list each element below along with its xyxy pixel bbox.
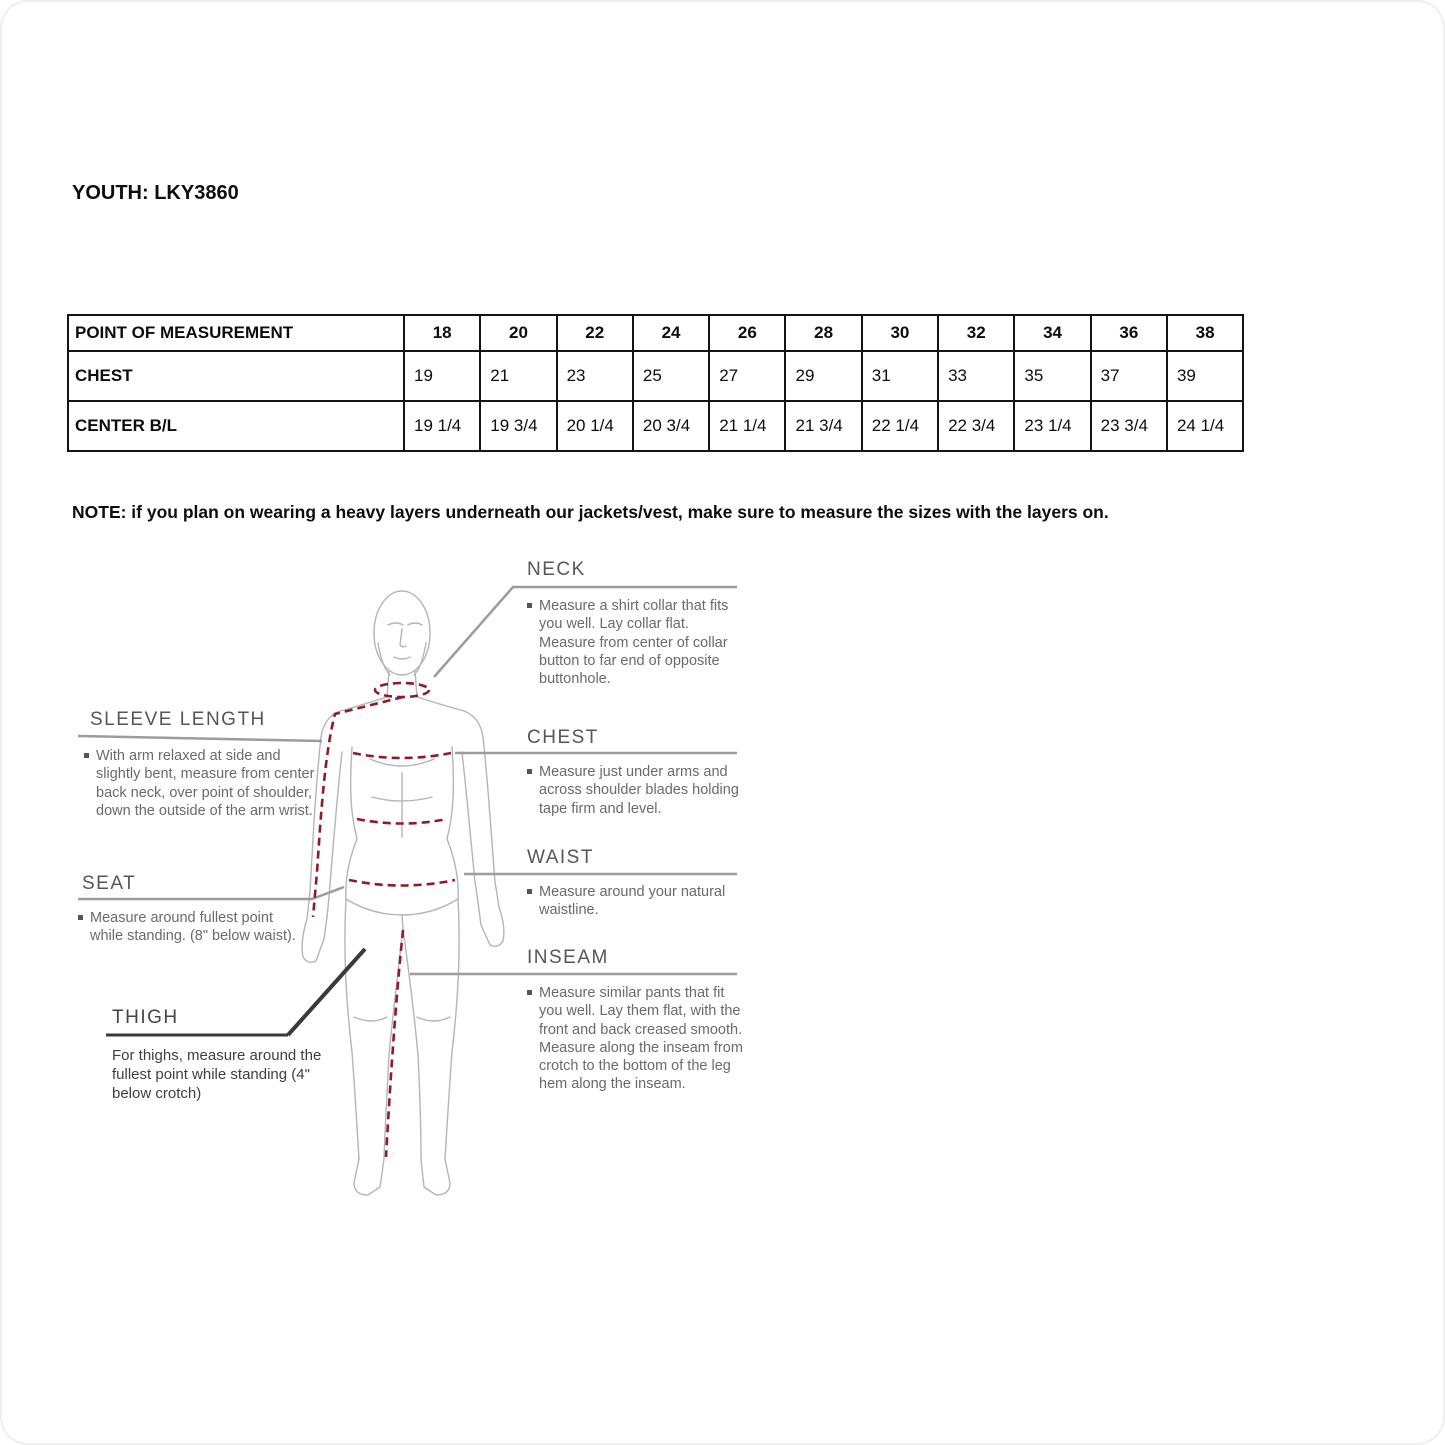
col-header-size-34: 34 bbox=[1014, 315, 1090, 351]
col-header-size-22: 22 bbox=[557, 315, 633, 351]
col-header-size-18: 18 bbox=[404, 315, 480, 351]
guide-inseam-title: INSEAM bbox=[527, 947, 609, 968]
guide-chest-desc-text: Measure just under arms and across shoulder blades holding tape firm and level. bbox=[539, 764, 739, 817]
measurement-tape-lines bbox=[313, 683, 455, 1157]
thigh-connector-line bbox=[288, 949, 365, 1035]
neck-measure-line bbox=[375, 683, 429, 697]
guide-thigh-desc-text: For thighs, measure around the fullest point while standing (4" below crotch) bbox=[112, 1047, 322, 1102]
guide-inseam-desc-text: Measure similar pants that fit you well. Lay them flat, with the front and back creased smooth. Measure along the inseam from crotch to the bottom of the leg hem along the inseam. bbox=[539, 985, 743, 1093]
guide-neck-title: NECK bbox=[527, 559, 586, 580]
chest-value-24: 25 bbox=[633, 351, 709, 401]
centerbl-value-18: 19 1/4 bbox=[404, 401, 480, 451]
bullet-icon bbox=[84, 753, 89, 758]
measurement-diagram bbox=[72, 547, 772, 1247]
guide-inseam-desc bbox=[527, 984, 745, 1094]
guide-thigh-title: THIGH bbox=[112, 1007, 179, 1028]
chest-value-32: 33 bbox=[938, 351, 1014, 401]
chest-measure-line bbox=[353, 753, 451, 758]
centerbl-value-26: 21 1/4 bbox=[709, 401, 785, 451]
bullet-icon bbox=[78, 915, 83, 920]
centerbl-value-38: 24 1/4 bbox=[1167, 401, 1243, 451]
row-label-chest: CHEST bbox=[68, 351, 404, 401]
centerbl-value-32: 22 3/4 bbox=[938, 401, 1014, 451]
col-header-size-20: 20 bbox=[480, 315, 556, 351]
inseam-measure-line bbox=[386, 930, 403, 1157]
col-header-size-36: 36 bbox=[1091, 315, 1167, 351]
guide-sleeve-title: SLEEVE LENGTH bbox=[90, 709, 266, 730]
guide-chest-title: CHEST bbox=[527, 727, 599, 748]
bullet-icon bbox=[527, 990, 532, 995]
chest-value-22: 23 bbox=[557, 351, 633, 401]
guide-neck-desc-text: Measure a shirt collar that fits you well. Lay collar flat. Measure from center of collar button to far end of opposite buttonhole. bbox=[539, 598, 729, 688]
centerbl-value-24: 20 3/4 bbox=[633, 401, 709, 451]
guide-seat-title: SEAT bbox=[82, 873, 137, 894]
guide-waist-desc bbox=[527, 883, 745, 920]
chest-value-36: 37 bbox=[1091, 351, 1167, 401]
centerbl-value-36: 23 3/4 bbox=[1091, 401, 1167, 451]
chest-value-34: 35 bbox=[1014, 351, 1090, 401]
table-row-chest bbox=[68, 351, 1243, 401]
guide-sleeve-desc-text: With arm relaxed at side and slightly bent, measure from center back neck, over point of shoulder, down the outside of the arm wrist. bbox=[96, 748, 315, 819]
guide-seat-desc bbox=[78, 909, 306, 946]
centerbl-value-34: 23 1/4 bbox=[1014, 401, 1090, 451]
chest-value-26: 27 bbox=[709, 351, 785, 401]
product-code-title: YOUTH: LKY3860 bbox=[72, 182, 239, 204]
human-figure-sketch bbox=[302, 591, 504, 1195]
col-header-size-38: 38 bbox=[1167, 315, 1243, 351]
size-table bbox=[67, 314, 1244, 452]
guide-waist-title: WAIST bbox=[527, 847, 594, 868]
centerbl-value-22: 20 1/4 bbox=[557, 401, 633, 451]
col-header-size-24: 24 bbox=[633, 315, 709, 351]
chest-value-28: 29 bbox=[785, 351, 861, 401]
bullet-icon bbox=[527, 603, 532, 608]
col-header-size-26: 26 bbox=[709, 315, 785, 351]
col-header-size-28: 28 bbox=[785, 315, 861, 351]
size-table-header-row bbox=[68, 315, 1243, 351]
chest-value-20: 21 bbox=[480, 351, 556, 401]
col-header-size-32: 32 bbox=[938, 315, 1014, 351]
chest-value-38: 39 bbox=[1167, 351, 1243, 401]
guide-seat-desc-text: Measure around fullest point while standing. (8" below waist). bbox=[90, 910, 296, 945]
chest-value-18: 19 bbox=[404, 351, 480, 401]
centerbl-value-20: 19 3/4 bbox=[480, 401, 556, 451]
bullet-icon bbox=[527, 889, 532, 894]
chest-value-30: 31 bbox=[862, 351, 938, 401]
seat-measure-line bbox=[349, 880, 455, 886]
note-text: NOTE: if you plan on wearing a heavy layers underneath our jackets/vest, make sure to measure the sizes with the layers on. bbox=[72, 502, 1109, 522]
table-row-center-bl bbox=[68, 401, 1243, 451]
centerbl-value-28: 21 3/4 bbox=[785, 401, 861, 451]
guide-waist-desc-text: Measure around your natural waistline. bbox=[539, 884, 726, 919]
col-header-size-30: 30 bbox=[862, 315, 938, 351]
col-header-point-of-measurement: POINT OF MEASUREMENT bbox=[68, 315, 404, 351]
centerbl-value-30: 22 1/4 bbox=[862, 401, 938, 451]
guide-chest-desc bbox=[527, 763, 745, 818]
row-label-center-bl: CENTER B/L bbox=[68, 401, 404, 451]
sleeve-connector-line bbox=[78, 736, 322, 741]
guide-neck-desc bbox=[527, 597, 745, 688]
guide-sleeve-desc bbox=[84, 747, 322, 820]
guide-thigh-desc bbox=[112, 1047, 330, 1104]
bullet-icon bbox=[527, 769, 532, 774]
